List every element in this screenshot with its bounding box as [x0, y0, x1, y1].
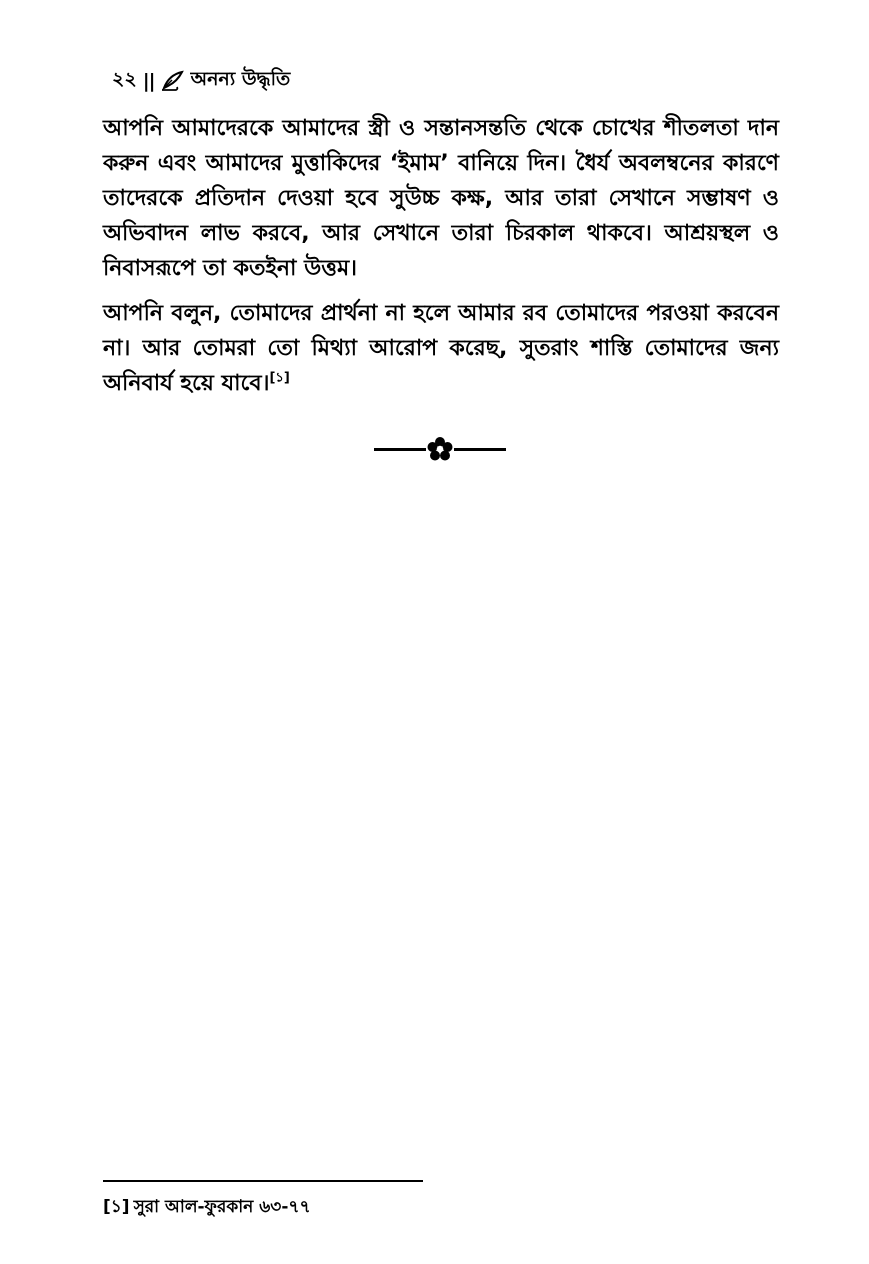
flower-icon	[426, 436, 454, 462]
paragraph-text: আপনি বলুন, তোমাদের প্রার্থনা না হলে আমার রব তোমাদের পরওয়া করবেন না। আর তোমরা তো মিথ্যা আরোপ করেছ, সুতরাং শাস্তি তোমাদের জন্য অনিবার্য হয়ে যাবে।	[103, 301, 779, 396]
footnote-text: সুরা আল-ফুরকান ৬৩-৭৭	[133, 1197, 311, 1217]
paragraph-text: আপনি আমাদেরকে আমাদের স্ত্রী ও সন্তানসন্ততি থেকে চোখের শীতলতা দান করুন এবং আমাদের মুত্তাকিদের ‘ইমাম’ বানিয়ে দিন। ধৈর্য অবলম্বনের কারণে তাদেরকে প্রতিদান দেওয়া হবে সুউচ্চ কক্ষ, আর তারা সেখানে সম্ভাষণ ও অভিবাদন লাভ করবে, আর সেখানে তারা চিরকাল থাকবে। আশ্রয়স্থল ও নিবাসরূপে তা কতইনা উত্তম।	[103, 116, 779, 281]
divider-line-right	[454, 448, 506, 451]
verse-paragraph-2	[103, 296, 779, 401]
quill-icon	[161, 70, 185, 92]
footnote-rule	[103, 1180, 423, 1182]
page-number: ২২	[112, 68, 137, 90]
section-divider	[374, 436, 506, 462]
page-header	[112, 66, 290, 96]
header-separator: ||	[142, 70, 155, 92]
divider-line-left	[374, 448, 426, 451]
footnote-reference[interactable]: [১]	[269, 370, 290, 386]
footnote	[103, 1194, 311, 1222]
verse-paragraph-1	[103, 111, 779, 286]
book-title: অনন্য উদ্ধৃতি	[190, 68, 291, 90]
footnote-marker: [১]	[103, 1197, 130, 1217]
